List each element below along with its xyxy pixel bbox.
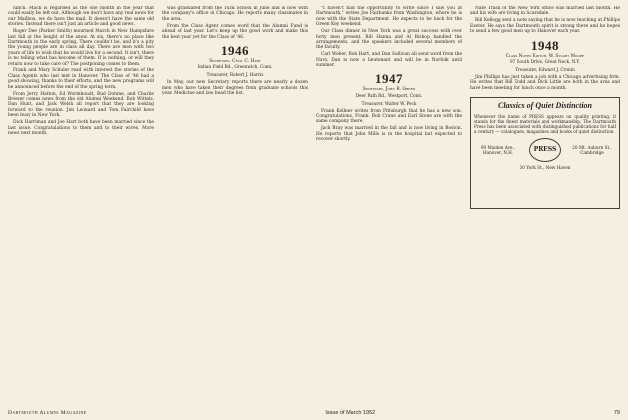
class-year-heading: 1946 [221, 42, 249, 58]
paragraph: In May, our new Secretary reports there are nearly a dozen men who have taken their degrees from graduate schools this year. Medicine and law head the list. [162, 80, 308, 96]
ad-row [474, 138, 616, 162]
ad-address-left: 90 Maiden Ave., Hanover, N.H. [480, 144, 516, 155]
class-address: Deer Path Rd., Westport, Conn. [355, 92, 423, 98]
paragraph: Jim Phillips has just taken a job with a Chicago advertising firm. He writes that Bill Todd and Dick Little are both in the area and have been meeting for lunch once a month. [470, 74, 620, 91]
ad-body: Whenever the name of PRESS appears on quality printing, it stands for the finest materials and workmanship. The Dartmouth Press has been associated with distinguished publications for half a century — catalogues, magazines and books of quiet distinction. [474, 113, 616, 134]
paragraph: lunch. Mack is regarded as the one month in the year that could easily be left out. Although we don't have any real news for our Mailbox, we do have the mail. It doesn't have the same old stories. Instead there isn't just an article and good news. [8, 6, 154, 28]
paragraph: Frank Kellner writes from Pittsburgh that he has a new son. Congratulations, Frank. Bob Crane and Earl Stone are with the same company there. [316, 108, 462, 125]
paragraph: Nate Trask of the New York office was married last month. He and his wife are living in Scarsdale. [470, 6, 620, 17]
paragraph: Frank and Mary Schuler read with interest the stories of the Class Agents who last met in Hanover. The Class of '46 had a good showing, thanks to their efforts, and the new programs will be announced before the end of the spring term. [8, 68, 154, 90]
page-number: 79 [613, 410, 620, 416]
class-secretary: Secretary, John R. Green [362, 87, 416, 93]
page-footer [8, 410, 620, 416]
paragraph: Jack Bray was married in the fall and is now living in Boston. He reports that John Mills is in the hospital but expected to recover shortly. [316, 126, 462, 143]
class-address: 97 South Drive, Great Neck, N.Y. [510, 58, 580, 64]
column-1 [8, 6, 154, 406]
column-3 [316, 6, 462, 406]
paragraph: was graduated from the Tuck School in June and is now with the company's office in Chicago. He reports many classmates in the area. [162, 6, 308, 22]
advertisement [470, 97, 620, 209]
magazine-title: Dartmouth Alumni Magazine [8, 410, 87, 416]
ad-address-right: 20 Mt. Auburn St., Cambridge [572, 144, 612, 155]
paragraph: "I haven't had the opportunity to write since I saw you at Dartmouth," writes Joe Fairbanks from Washington, where he is now with the State Department. He expects to be back for the Green Key weekend. [316, 6, 462, 28]
class-treasurer: Treasurer, Edward J. Cronin [515, 66, 575, 72]
paragraph: Dick Harriman and Joe Hart both have been married since the last issue. Congratulations to them and to their wives. More news next month. [8, 120, 154, 136]
paragraph: From Jerry Hatton, Ed Wormhoudt, Bud Dohme, and Charlie Brewer comes news from the old Alumni Weekend. Bob Wittels, Dan Hunt, and Jack Welsh all report that they are looking forward to the reunion. Jim Leonard and Tom Fairchild have been busy in New York. [8, 91, 154, 119]
class-treasurer: Treasurer, Walter W. Peck [361, 100, 417, 106]
issue-label: Issue of March 1952 [325, 410, 376, 416]
ad-title: Classics of Quiet Distinction [497, 100, 592, 110]
class-year-heading: 1948 [531, 37, 559, 53]
column-2 [162, 6, 308, 406]
class-secretary: Class Notes Editor, W. Stuart Moore [505, 53, 585, 59]
paragraph: Bill Kellogg sent a note saying that he is now teaching at Phillips Exeter. He says the Dartmouth spirit is strong there and he hopes to send a few good men up to Hanover each year. [470, 18, 620, 35]
column-4 [470, 6, 620, 406]
ad-footer-address: 30 York St., New Haven [519, 164, 571, 170]
paragraph: Carl Weber, Bob Hart, and Dan Sullivan all send word from the Navy. Dan is now a lieutenant and will be in Norfolk until summer. [316, 52, 462, 69]
paragraph: From the Class Agent comes word that the Alumni Fund is ahead of last year. Let's keep up the good work and make this the best year yet for the Class of '46. [162, 23, 308, 40]
class-year-heading: 1947 [375, 71, 403, 87]
class-address: Indian Field Rd., Greenwich, Conn. [197, 64, 273, 70]
paragraph: Roger Dee (Parker Smith) mourned March in New Hampshire last fall at the height of the snow. At six, there's no place like Dartmouth in the early spring. There couldn't be, and it's a pity the young people are in class all day. There are men with two years of life to wish that he would live for a second. It isn't, there is no telling what has become of them. If is nothing, or will they return now to take care of? The postponing comes to them. [8, 29, 154, 67]
paragraph: Our Class dinner in New York was a great success with over forty men present. Bill Hanna and Al Bishop handled the arrangements, and the speakers included several members of the faculty. [316, 29, 462, 51]
class-treasurer: Treasurer, Robert J. Harris [206, 72, 264, 78]
class-secretary: Secretary, Cecil C. Hart [209, 58, 261, 64]
press-logo-icon: PRESS [529, 138, 561, 162]
